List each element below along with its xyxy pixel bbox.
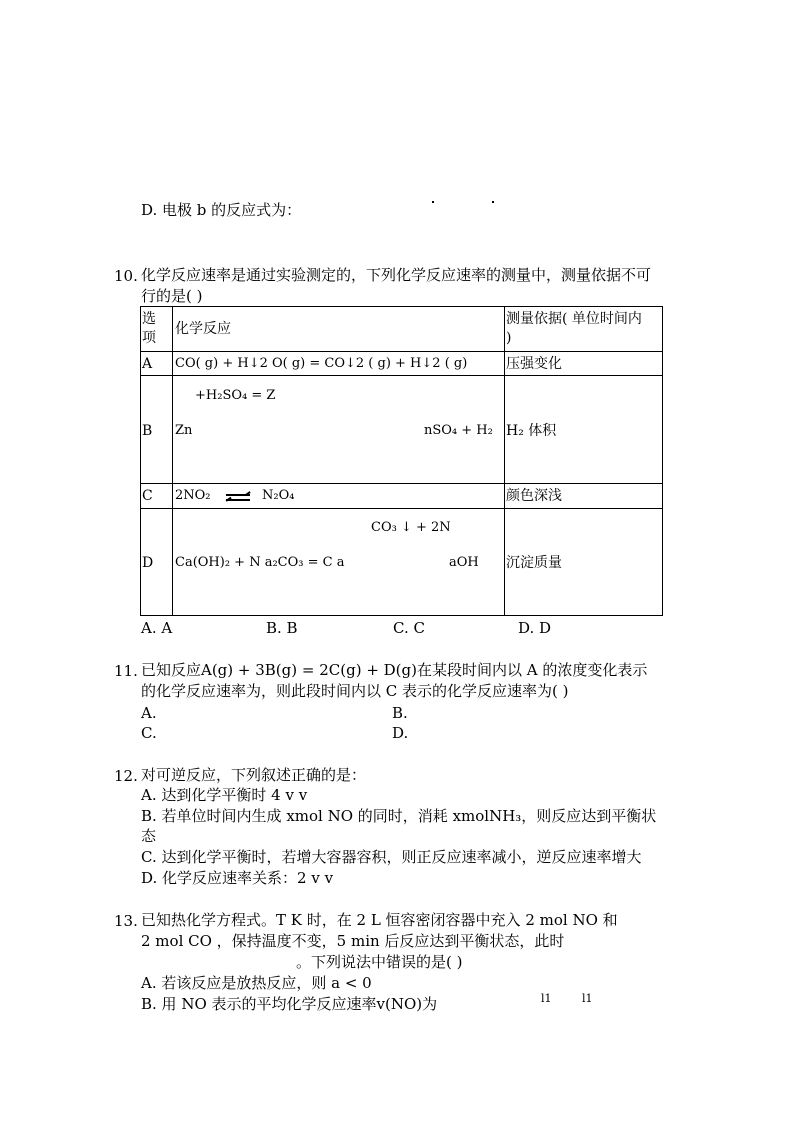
q10-choice-c: C. C <box>393 619 425 637</box>
q13-stem-line2: 2 mol CO ，保持温度不变，5 min 后反应达到平衡状态，此时 <box>141 932 565 950</box>
row-d-basis: 沉淀质量 <box>506 555 562 571</box>
q11-stem-line1: 已知反应A(g) + 3B(g) = 2C(g) + D(g)在某段时间内以 A 的浓度变化表示 <box>141 661 648 679</box>
row-a-basis: 压强变化 <box>506 356 562 372</box>
row-d-option: D <box>142 555 154 571</box>
row-c-basis: 颜色深浅 <box>506 488 562 504</box>
row-a-option: A <box>142 356 153 372</box>
row-c-reaction-left: 2NO₂ <box>175 488 211 503</box>
q11-choice-b: B. <box>392 704 408 722</box>
q12-option-c: C. 达到化学平衡时，若增大容器容积，则正反应速率减小，逆反应速率增大 <box>141 848 642 866</box>
q11-number: 11. <box>114 662 138 680</box>
q10-choice-d: D. D <box>518 619 552 637</box>
table-header-reaction: 化学反应 <box>175 321 231 337</box>
row-d-reaction-top: CO₃ ↓ + 2N <box>371 520 451 535</box>
q12-option-b-line2: 态 <box>141 827 157 845</box>
row-a-reaction: CO( g) + H↓2 O( g) = CO↓2 ( g) + H↓2 ( g) <box>175 356 468 371</box>
q11-stem-line2: 的化学反应速率为，则此段时间内以 C 表示的化学反应速率为( ) <box>141 682 569 700</box>
q11-choice-a: A. <box>141 704 157 722</box>
table-header-option-1: 选 <box>142 311 156 327</box>
table-header-option-2: 项 <box>142 330 156 346</box>
q10-stem-line1: 化学反应速率是通过实验测定的，下列化学反应速率的测量中，测量依据不可 <box>141 266 652 284</box>
q12-option-b-line1: B. 若单位时间内生成 xmol NO 的同时，消耗 xmolNH₃，则反应达到平衡状 <box>141 807 657 825</box>
q10-stem-line2: 行的是( ) <box>141 287 203 305</box>
row-d-reaction-right: aOH <box>449 555 479 570</box>
q12-option-d: D. 化学反应速率关系：2 v v <box>141 869 334 887</box>
q13-stem-line1: 已知热化学方程式。T K 时，在 2 L 恒容密闭容器中充入 2 mol NO 和 <box>141 911 618 929</box>
q13-stem-line3: 。下列说法中错误的是( ) <box>296 953 463 971</box>
q12-stem: 对可逆反应，下列叙述正确的是： <box>141 766 367 784</box>
row-b-reaction-left: Zn <box>175 423 193 438</box>
q13-option-b: B. 用 NO 表示的平均化学反应速率v(NO)为 <box>141 995 438 1013</box>
row-b-reaction-top: +H₂SO₄ = Z <box>195 388 276 403</box>
q13-option-a: A. 若该反应是放热反应，则 a < 0 <box>141 974 372 992</box>
row-c-option: C <box>142 488 153 504</box>
q13-number: 13. <box>114 912 138 930</box>
row-c-reaction-right: N₂O₄ <box>262 488 295 503</box>
row-b-basis: H₂ 体积 <box>506 423 557 439</box>
row-d-reaction-left: Ca(OH)₂ + N a₂CO₃ = C a <box>175 555 345 570</box>
q11-choice-d: D. <box>392 724 409 742</box>
dot-mark <box>492 201 494 203</box>
row-b-option: B <box>142 423 153 439</box>
q11-choice-c: C. <box>141 724 157 742</box>
q10-number: 10. <box>114 267 138 285</box>
table-header-basis-2: ) <box>506 330 512 346</box>
table-header-basis-1: 测量依据( 单位时间内 <box>506 311 642 327</box>
row-b-reaction-right: nSO₄ + H₂ <box>424 423 493 438</box>
q10-choice-b: B. B <box>266 619 298 637</box>
q12-option-a: A. 达到化学平衡时 4 v v <box>141 786 308 804</box>
equilibrium-arrow-icon <box>226 492 250 502</box>
q13-fragment-1: l1 <box>541 992 552 1005</box>
q9-option-d: D. 电极 b 的反应式为： <box>141 201 302 219</box>
dot-mark <box>432 201 434 203</box>
q12-number: 12. <box>114 767 138 785</box>
q13-fragment-2: l1 <box>582 992 593 1005</box>
q10-choice-a: A. A <box>141 619 173 637</box>
